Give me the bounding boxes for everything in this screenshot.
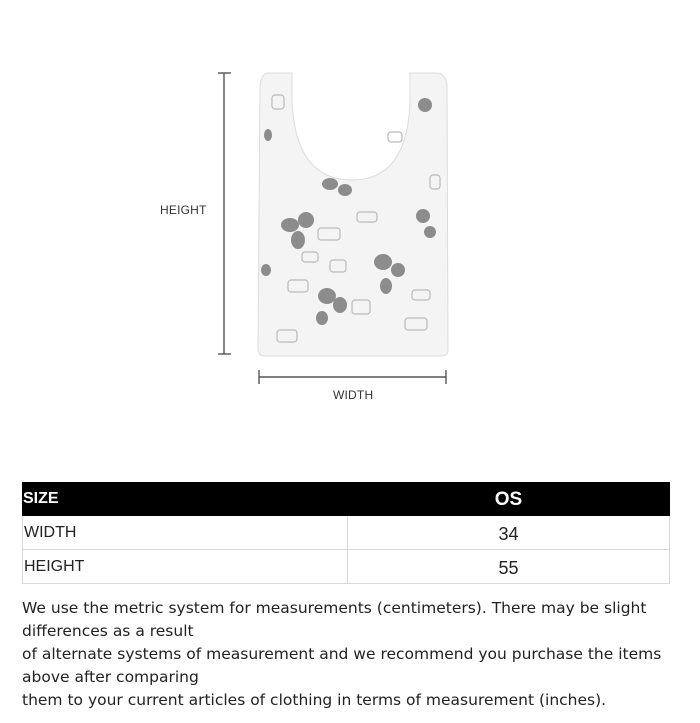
table-row: [23, 516, 670, 550]
row-value-height: 55: [348, 550, 670, 584]
measurement-note: [22, 597, 662, 712]
size-table: [22, 482, 670, 584]
height-label: HEIGHT: [160, 203, 207, 217]
note-line: above after comparing: [22, 668, 199, 686]
note-line: differences as a result: [22, 622, 194, 640]
row-label-width: WIDTH: [23, 516, 348, 550]
row-value-width: 34: [348, 516, 670, 550]
row-label-height: HEIGHT: [23, 550, 348, 584]
os-column-header: OS: [348, 483, 670, 516]
height-dimension-line: [218, 73, 231, 354]
note-line: of alternate systems of measurement and we recommend you purchase the items: [22, 645, 662, 663]
width-label: WIDTH: [333, 388, 374, 402]
note-line: We use the metric system for measurements (centimeters). There may be slight: [22, 599, 647, 617]
table-row: [23, 550, 670, 584]
size-column-header: SIZE: [23, 483, 348, 516]
note-line: them to your current articles of clothing in terms of measurement (inches).: [22, 691, 607, 709]
size-table-header: [23, 483, 670, 516]
width-dimension-line: [259, 370, 446, 384]
